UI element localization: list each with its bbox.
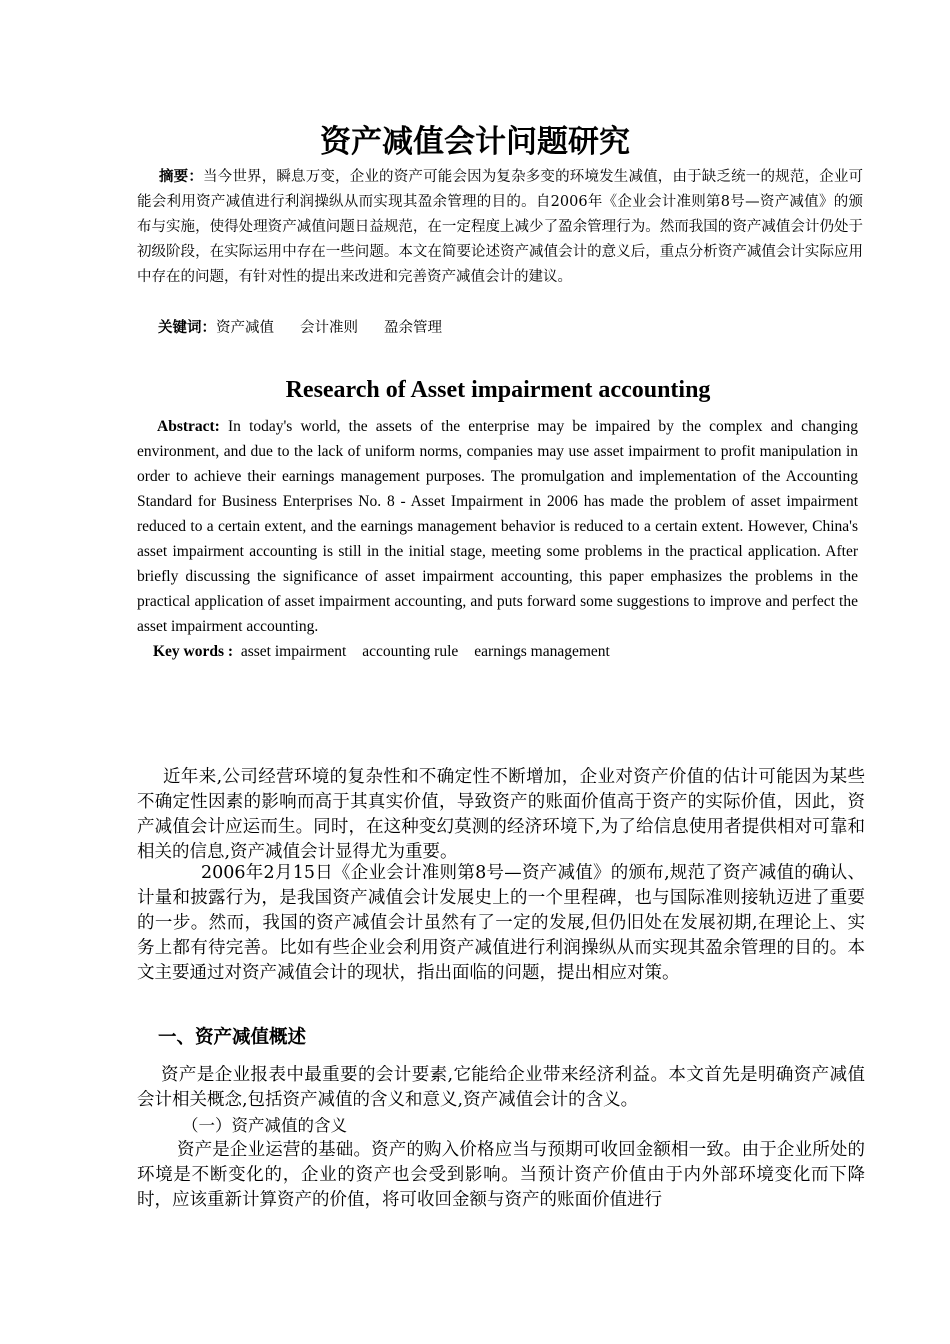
keywords-chinese xyxy=(158,316,858,340)
subsection-heading: （一）资产减值的含义 xyxy=(182,1116,347,1135)
abstract-english-label: Abstract: xyxy=(157,418,220,435)
body-paragraph: 资产是企业运营的基础。资产的购入价格应当与预期可收回金额相一致。由于企业所处的环境是不断变化的，企业的资产也会受到影响。当预计资产价值由于内外部环境变化而下降时，应该重新计算资产的价值，将可收回金额与资产的账面价值进行 xyxy=(137,1140,865,1210)
keyword-english-item: earnings management xyxy=(474,643,610,660)
abstract-chinese-label: 摘要： xyxy=(159,169,204,185)
keyword-chinese-item: 资产减值 xyxy=(216,320,274,336)
abstract-chinese-text: 当今世界，瞬息万变，企业的资产可能会因为复杂多变的环境发生减值，由于缺乏统一的规范，企业可能会利用资产减值进行利润操纵从而实现其盈余管理的目的。自2006年《企业会计准则第8号—资产减值》的颁布与实施，使得处理资产减值问题日益规范，在一定程度上减少了盈余管理行为。然而我国的资产减值会计仍处于初级阶段，在实际运用中存在一些问题。本文在简要论述资产减值会计的意义后，重点分析资产减值会计实际应用中存在的问题，有针对性的提出来改进和完善资产减值会计的建议。 xyxy=(137,169,864,285)
keyword-english-item: accounting rule xyxy=(362,643,459,660)
keyword-chinese-item: 会计准则 xyxy=(300,320,358,336)
title-chinese: 资产减值会计问题研究 xyxy=(320,124,630,160)
abstract-english-text: In today's world, the assets of the enterprise may be impaired by the complex and changing environment, and due to the lack of uniform norms, companies may use asset impairment to profit manipulation in order to achieve their earnings management purposes. The promulgation and implementation of the Accounting Standard for Business Enterprises No. 8 - Asset Impairment in 2006 has made the problem of asset impairment reduced to a certain extent, and the earnings management behavior is reduced to a certain extent. However, China's asset impairment accounting is still in the initial stage, meeting some problems in the practical application. After briefly discussing the significance of asset impairment accounting, this paper emphasizes the problems in the practical application of asset impairment accounting, and puts forward some suggestions to improve and perfect the asset impairment accounting. xyxy=(137,418,858,635)
keywords-english-label: Key words : xyxy=(153,643,234,660)
keywords-chinese-label: 关键词： xyxy=(158,320,216,336)
body-paragraph: 2006年2月15日《企业会计准则第8号—资产减值》的颁布,规范了资产减值的确认、计量和披露行为，是我国资产减值会计发展史上的一个里程碑，也与国际准则接轨迈进了重要的一步。然而，我国的资产减值会计虽然有了一定的发展,但仍旧处在发展初期,在理论上、实务上都有待完善。比如有些企业会利用资产减值进行利润操纵从而实现其盈余管理的目的。本文主要通过对资产减值会计的现状，指出面临的问题，提出相应对策。 xyxy=(137,863,865,983)
body-paragraph: 资产是企业报表中最重要的会计要素,它能给企业带来经济利益。本文首先是明确资产减值会计相关概念,包括资产减值的含义和意义,资产减值会计的含义。 xyxy=(137,1065,865,1110)
keywords-english xyxy=(153,639,853,664)
title-english: Research of Asset impairment accounting xyxy=(285,377,711,403)
body-paragraph: 近年来,公司经营环境的复杂性和不确定性不断增加，企业对资产价值的估计可能因为某些不确定性因素的影响而高于其真实价值，导致资产的账面价值高于资产的实际价值，因此，资产减值会计应运而生。同时，在这种变幻莫测的经济环境下,为了给信息使用者提供相对可靠和相关的信息,资产减值会计显得尤为重要。 xyxy=(137,767,865,862)
keyword-english-item: asset impairment xyxy=(240,643,347,660)
abstract-chinese xyxy=(137,165,863,290)
keyword-chinese-item: 盈余管理 xyxy=(384,320,442,336)
abstract-english xyxy=(137,414,858,639)
section-heading: 一、资产减值概述 xyxy=(158,1027,307,1048)
